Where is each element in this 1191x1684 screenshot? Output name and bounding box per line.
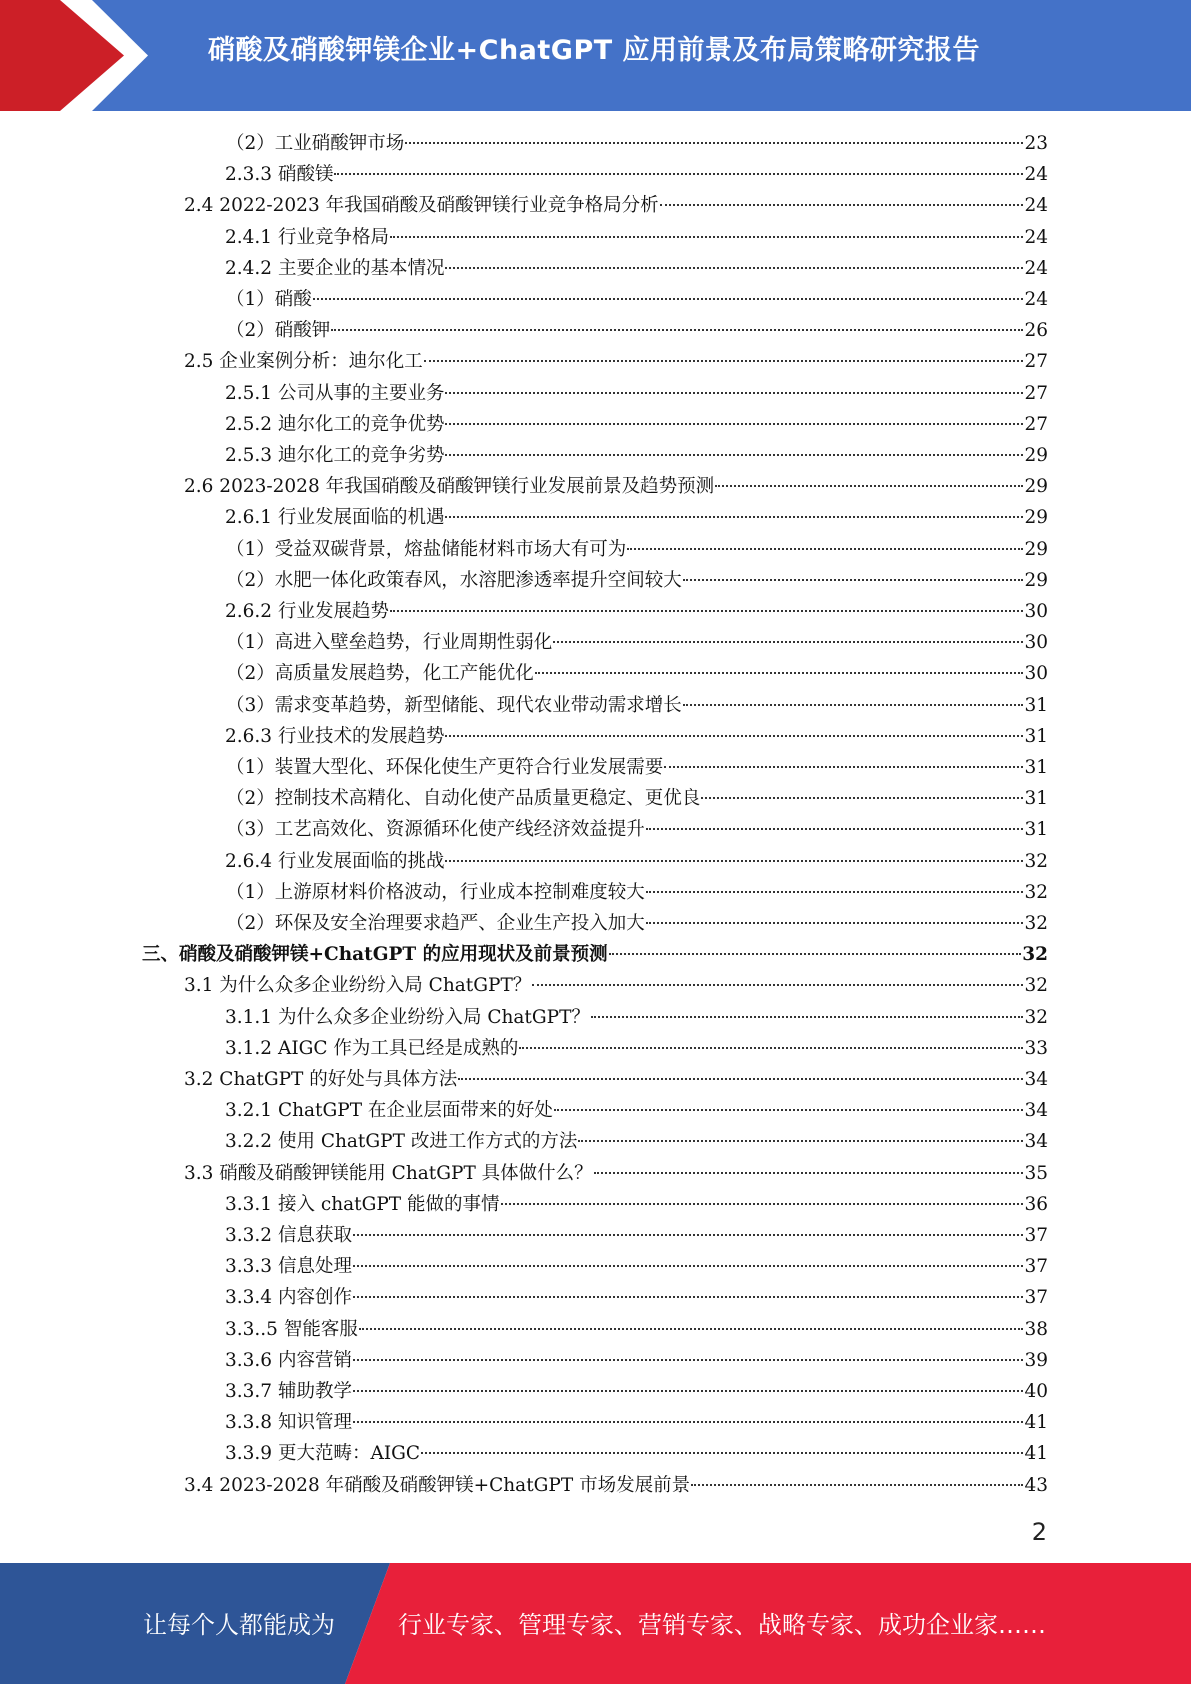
toc-entry-page: 32 — [1024, 975, 1048, 997]
toc-entry-label: 2.4.2 主要企业的基本情况 — [225, 257, 445, 279]
toc-entry[interactable] — [225, 378, 1048, 409]
toc-entry[interactable] — [225, 1220, 1048, 1251]
toc-dot-leader — [445, 860, 1023, 862]
toc-entry-label: （2）硝酸钾 — [226, 320, 331, 342]
toc-entry[interactable] — [225, 1189, 1048, 1220]
toc-entry-label: 2.4 2022-2023 年我国硝酸及硝酸钾镁行业竞争格局分析 — [184, 195, 659, 217]
toc-entry-label: 3.1.1 为什么众多企业纷纷入局 ChatGPT？ — [225, 1006, 590, 1028]
toc-dot-leader — [646, 891, 1024, 893]
toc-entry-page: 29 — [1024, 538, 1048, 560]
toc-entry-label: （1）硝酸 — [226, 289, 312, 310]
toc-entry-label: （2）控制技术高精化、自动化使产品质量更稳定、更优良 — [226, 788, 701, 810]
toc-entry-label: （1）高进入壁垒趋势，行业周期性弱化 — [226, 632, 553, 654]
toc-entry-label: （2）工业硝酸钾市场 — [226, 133, 405, 154]
toc-entry[interactable] — [225, 159, 1048, 190]
toc-dot-leader — [578, 1140, 1023, 1142]
toc-entry[interactable] — [226, 128, 1048, 159]
toc-entry[interactable] — [225, 502, 1048, 533]
toc-entry-label: 3.2 ChatGPT 的好处与具体方法 — [184, 1069, 458, 1090]
toc-entry-label: 3.3..5 智能客服 — [225, 1318, 358, 1340]
toc-entry-page: 38 — [1024, 1318, 1048, 1340]
toc-entry-label: 2.6 2023-2028 年我国硝酸及硝酸钾镁行业发展前景及趋势预测 — [184, 476, 715, 498]
toc-entry-page: 29 — [1024, 476, 1048, 498]
toc-entry-label: 3.3.6 内容营销 — [225, 1349, 352, 1371]
toc-entry-label: 3.3.1 接入 chatGPT 能做的事情 — [225, 1193, 500, 1215]
toc-entry-page: 30 — [1024, 663, 1048, 685]
toc-entry-label: （2）环保及安全治理要求趋严、企业生产投入加大 — [226, 913, 645, 934]
toc-entry-page: 32 — [1024, 1006, 1048, 1028]
toc-entry-page: 34 — [1024, 1131, 1048, 1153]
toc-entry-page: 27 — [1024, 351, 1048, 373]
toc-entry[interactable] — [225, 1095, 1048, 1126]
toc-entry-page: 24 — [1024, 257, 1048, 279]
toc-dot-leader — [424, 360, 1024, 362]
toc-entry[interactable] — [226, 534, 1048, 565]
toc-dot-leader — [532, 984, 1023, 986]
toc-dot-leader — [715, 485, 1023, 487]
toc-entry-page: 35 — [1024, 1162, 1048, 1184]
toc-entry-page: 30 — [1024, 632, 1048, 654]
toc-dot-leader — [683, 704, 1024, 706]
toc-entry-label: 2.3.3 硝酸镁 — [225, 164, 334, 186]
toc-dot-leader — [313, 298, 1024, 300]
toc-entry-page: 30 — [1024, 601, 1048, 622]
toc-dot-leader — [353, 1421, 1024, 1423]
toc-dot-leader — [445, 267, 1023, 269]
toc-entry[interactable] — [226, 315, 1048, 346]
toc-entry-label: 3.3.3 信息处理 — [225, 1256, 352, 1278]
toc-entry-page: 24 — [1024, 164, 1048, 186]
toc-entry[interactable] — [184, 1158, 1048, 1189]
toc-entry-label: 3.3.4 内容创作 — [225, 1287, 352, 1309]
toc-dot-leader — [353, 1390, 1024, 1392]
toc-entry-label: 2.6.3 行业技术的发展趋势 — [225, 725, 445, 747]
toc-dot-leader — [519, 1047, 1023, 1049]
toc-entry[interactable] — [226, 565, 1048, 596]
toc-entry[interactable] — [225, 222, 1048, 253]
toc-dot-leader — [646, 828, 1024, 830]
toc-dot-leader — [334, 173, 1023, 175]
toc-entry[interactable] — [184, 1064, 1048, 1095]
toc-dot-leader — [609, 953, 1022, 955]
page-footer — [0, 1563, 1191, 1684]
toc-dot-leader — [591, 1016, 1024, 1018]
toc-entry-page: 31 — [1024, 757, 1048, 778]
toc-entry[interactable] — [225, 409, 1048, 440]
toc-dot-leader — [445, 423, 1023, 425]
toc-entry-label: （1）受益双碳背景，熔盐储能材料市场大有可为 — [226, 538, 627, 560]
toc-dot-leader — [445, 735, 1023, 737]
toc-entry-page: 36 — [1024, 1193, 1048, 1215]
toc-entry-label: 2.5.2 迪尔化工的竞争优势 — [225, 413, 445, 435]
toc-entry[interactable] — [225, 1282, 1048, 1313]
toc-entry-page: 29 — [1024, 569, 1048, 591]
toc-entry-page: 29 — [1024, 445, 1048, 466]
toc-entry-label: （3）工艺高效化、资源循环化使产线经济效益提升 — [226, 819, 645, 841]
toc-entry-label: 3.3.2 信息获取 — [225, 1225, 352, 1246]
toc-dot-leader — [359, 1328, 1024, 1330]
toc-entry[interactable] — [225, 440, 1048, 471]
toc-entry[interactable] — [225, 846, 1048, 877]
toc-entry-label: 3.3.8 知识管理 — [225, 1412, 352, 1434]
toc-entry[interactable] — [225, 1314, 1048, 1345]
toc-entry-label: 2.5.3 迪尔化工的竞争劣势 — [225, 445, 445, 466]
toc-entry[interactable] — [225, 596, 1048, 627]
toc-entry-label: 2.6.4 行业发展面临的挑战 — [225, 850, 445, 872]
toc-dot-leader — [554, 1109, 1024, 1111]
toc-dot-leader — [501, 1203, 1024, 1205]
toc-entry[interactable] — [226, 908, 1048, 939]
toc-dot-leader — [646, 922, 1024, 924]
toc-entry-page: 34 — [1024, 1100, 1048, 1122]
toc-entry-label: 2.5 企业案例分析：迪尔化工 — [184, 351, 423, 373]
toc-dot-leader — [683, 579, 1024, 581]
toc-dot-leader — [390, 610, 1023, 612]
toc-entry[interactable] — [225, 1376, 1048, 1407]
toc-entry[interactable] — [184, 970, 1048, 1001]
toc-entry[interactable] — [226, 690, 1048, 721]
toc-dot-leader — [405, 142, 1023, 144]
toc-entry-page: 23 — [1024, 133, 1048, 154]
toc-entry-page: 24 — [1024, 195, 1048, 217]
toc-entry-page: 41 — [1024, 1412, 1048, 1434]
toc-dot-leader — [691, 1484, 1023, 1486]
toc-entry[interactable] — [225, 1251, 1048, 1282]
report-title: 硝酸及硝酸钾镁企业+ChatGPT 应用前景及布局策略研究报告 — [208, 35, 981, 66]
toc-entry-page: 24 — [1024, 226, 1048, 248]
toc-dot-leader — [353, 1359, 1024, 1361]
toc-dot-leader — [353, 1234, 1024, 1236]
toc-dot-leader — [445, 516, 1023, 518]
toc-entry-label: （1）装置大型化、环保化使生产更符合行业发展需要 — [226, 757, 664, 778]
page-number: 2 — [1031, 1518, 1047, 1546]
toc-entry-page: 33 — [1024, 1037, 1048, 1059]
toc-entry[interactable] — [225, 721, 1048, 752]
toc-entry-page: 31 — [1024, 788, 1048, 810]
toc-entry[interactable] — [225, 1407, 1048, 1438]
toc-entry[interactable] — [226, 627, 1048, 658]
toc-entry-label: 3.2.2 使用 ChatGPT 改进工作方式的方法 — [225, 1131, 578, 1153]
toc-entry[interactable] — [225, 1033, 1048, 1064]
toc-entry-page: 29 — [1024, 507, 1048, 529]
toc-entry[interactable] — [225, 1438, 1048, 1469]
toc-dot-leader — [701, 797, 1023, 799]
toc-entry-label: 3.3.7 辅助教学 — [225, 1381, 352, 1402]
toc-dot-leader — [445, 392, 1023, 394]
toc-entry-page: 26 — [1024, 320, 1048, 342]
footer-slogan-left: 让每个人都能成为 — [143, 1611, 335, 1639]
toc-entry-page: 43 — [1024, 1474, 1048, 1496]
toc-entry-label: （1）上游原材料价格波动，行业成本控制难度较大 — [226, 881, 645, 903]
toc-dot-leader — [594, 1172, 1024, 1174]
toc-entry[interactable] — [142, 939, 1048, 970]
toc-dot-leader — [458, 1078, 1023, 1080]
toc-entry-page: 37 — [1024, 1287, 1048, 1309]
toc-dot-leader — [331, 329, 1023, 331]
toc-entry-label: 三、硝酸及硝酸钾镁+ChatGPT 的应用现状及前景预测 — [142, 944, 608, 966]
toc-entry[interactable] — [225, 1126, 1048, 1157]
toc-entry-page: 31 — [1024, 694, 1048, 716]
page-header — [0, 0, 1191, 111]
toc-entry[interactable] — [184, 471, 1048, 502]
toc-entry[interactable] — [225, 1002, 1048, 1033]
toc-entry-label: 3.3 硝酸及硝酸钾镁能用 ChatGPT 具体做什么？ — [184, 1162, 593, 1184]
toc-entry-label: 3.1.2 AIGC 作为工具已经是成熟的 — [225, 1037, 519, 1059]
toc-entry-label: （3）需求变革趋势，新型储能、现代农业带动需求增长 — [226, 694, 682, 716]
toc-entry-page: 37 — [1024, 1256, 1048, 1278]
toc-entry[interactable] — [184, 1470, 1048, 1501]
toc-dot-leader — [353, 1296, 1024, 1298]
toc-entry[interactable] — [226, 658, 1048, 689]
toc-entry-label: 3.4 2023-2028 年硝酸及硝酸钾镁+ChatGPT 市场发展前景 — [184, 1474, 691, 1496]
toc-dot-leader — [660, 204, 1024, 206]
toc-entry[interactable] — [184, 190, 1048, 221]
toc-entry-label: 3.3.9 更大范畴：AIGC — [225, 1443, 421, 1465]
header-arrow-decoration — [0, 0, 160, 111]
toc-entry-page: 32 — [1024, 850, 1048, 872]
toc-entry-label: 3.1 为什么众多企业纷纷入局 ChatGPT？ — [184, 975, 532, 997]
toc-entry[interactable] — [226, 877, 1048, 908]
toc-entry-label: 2.6.1 行业发展面临的机遇 — [225, 507, 445, 529]
toc-entry-page: 27 — [1024, 382, 1048, 404]
toc-entry[interactable] — [226, 284, 1048, 315]
toc-entry[interactable] — [226, 783, 1048, 814]
toc-entry[interactable] — [226, 752, 1048, 783]
toc-entry-page: 24 — [1024, 289, 1048, 310]
toc-entry[interactable] — [184, 346, 1048, 377]
toc-entry-page: 27 — [1024, 413, 1048, 435]
toc-entry-label: 2.4.1 行业竞争格局 — [225, 226, 389, 248]
toc-entry-label: （2）高质量发展趋势，化工产能优化 — [226, 663, 534, 685]
toc-dot-leader — [421, 1452, 1023, 1454]
toc-dot-leader — [664, 766, 1023, 768]
footer-slogan-right: 行业专家、管理专家、营销专家、战略专家、成功企业家…… — [398, 1611, 1046, 1639]
toc-dot-leader — [553, 641, 1023, 643]
toc-dot-leader — [353, 1265, 1024, 1267]
toc-entry-label: （2）水肥一体化政策春风，水溶肥渗透率提升空间较大 — [226, 569, 682, 591]
toc-entry-page: 32 — [1024, 881, 1048, 903]
toc-entry[interactable] — [225, 253, 1048, 284]
toc-entry-page: 31 — [1024, 819, 1048, 841]
toc-entry[interactable] — [226, 814, 1048, 845]
toc-dot-leader — [390, 236, 1023, 238]
toc-dot-leader — [535, 672, 1024, 674]
toc-entry-page: 31 — [1024, 725, 1048, 747]
toc-entry-page: 32 — [1022, 944, 1048, 966]
toc-dot-leader — [445, 454, 1023, 456]
toc-dot-leader — [627, 548, 1023, 550]
toc-entry-page: 32 — [1024, 913, 1048, 934]
toc-entry-page: 41 — [1024, 1443, 1048, 1465]
toc-entry-page: 40 — [1024, 1381, 1048, 1402]
toc-entry-label: 2.6.2 行业发展趋势 — [225, 601, 389, 622]
toc-entry-page: 34 — [1024, 1069, 1048, 1090]
toc-entry-page: 39 — [1024, 1349, 1048, 1371]
toc-entry-label: 3.2.1 ChatGPT 在企业层面带来的好处 — [225, 1100, 553, 1122]
toc-entry-label: 2.5.1 公司从事的主要业务 — [225, 382, 445, 404]
toc-entry-page: 37 — [1024, 1225, 1048, 1246]
toc-entry[interactable] — [225, 1345, 1048, 1376]
